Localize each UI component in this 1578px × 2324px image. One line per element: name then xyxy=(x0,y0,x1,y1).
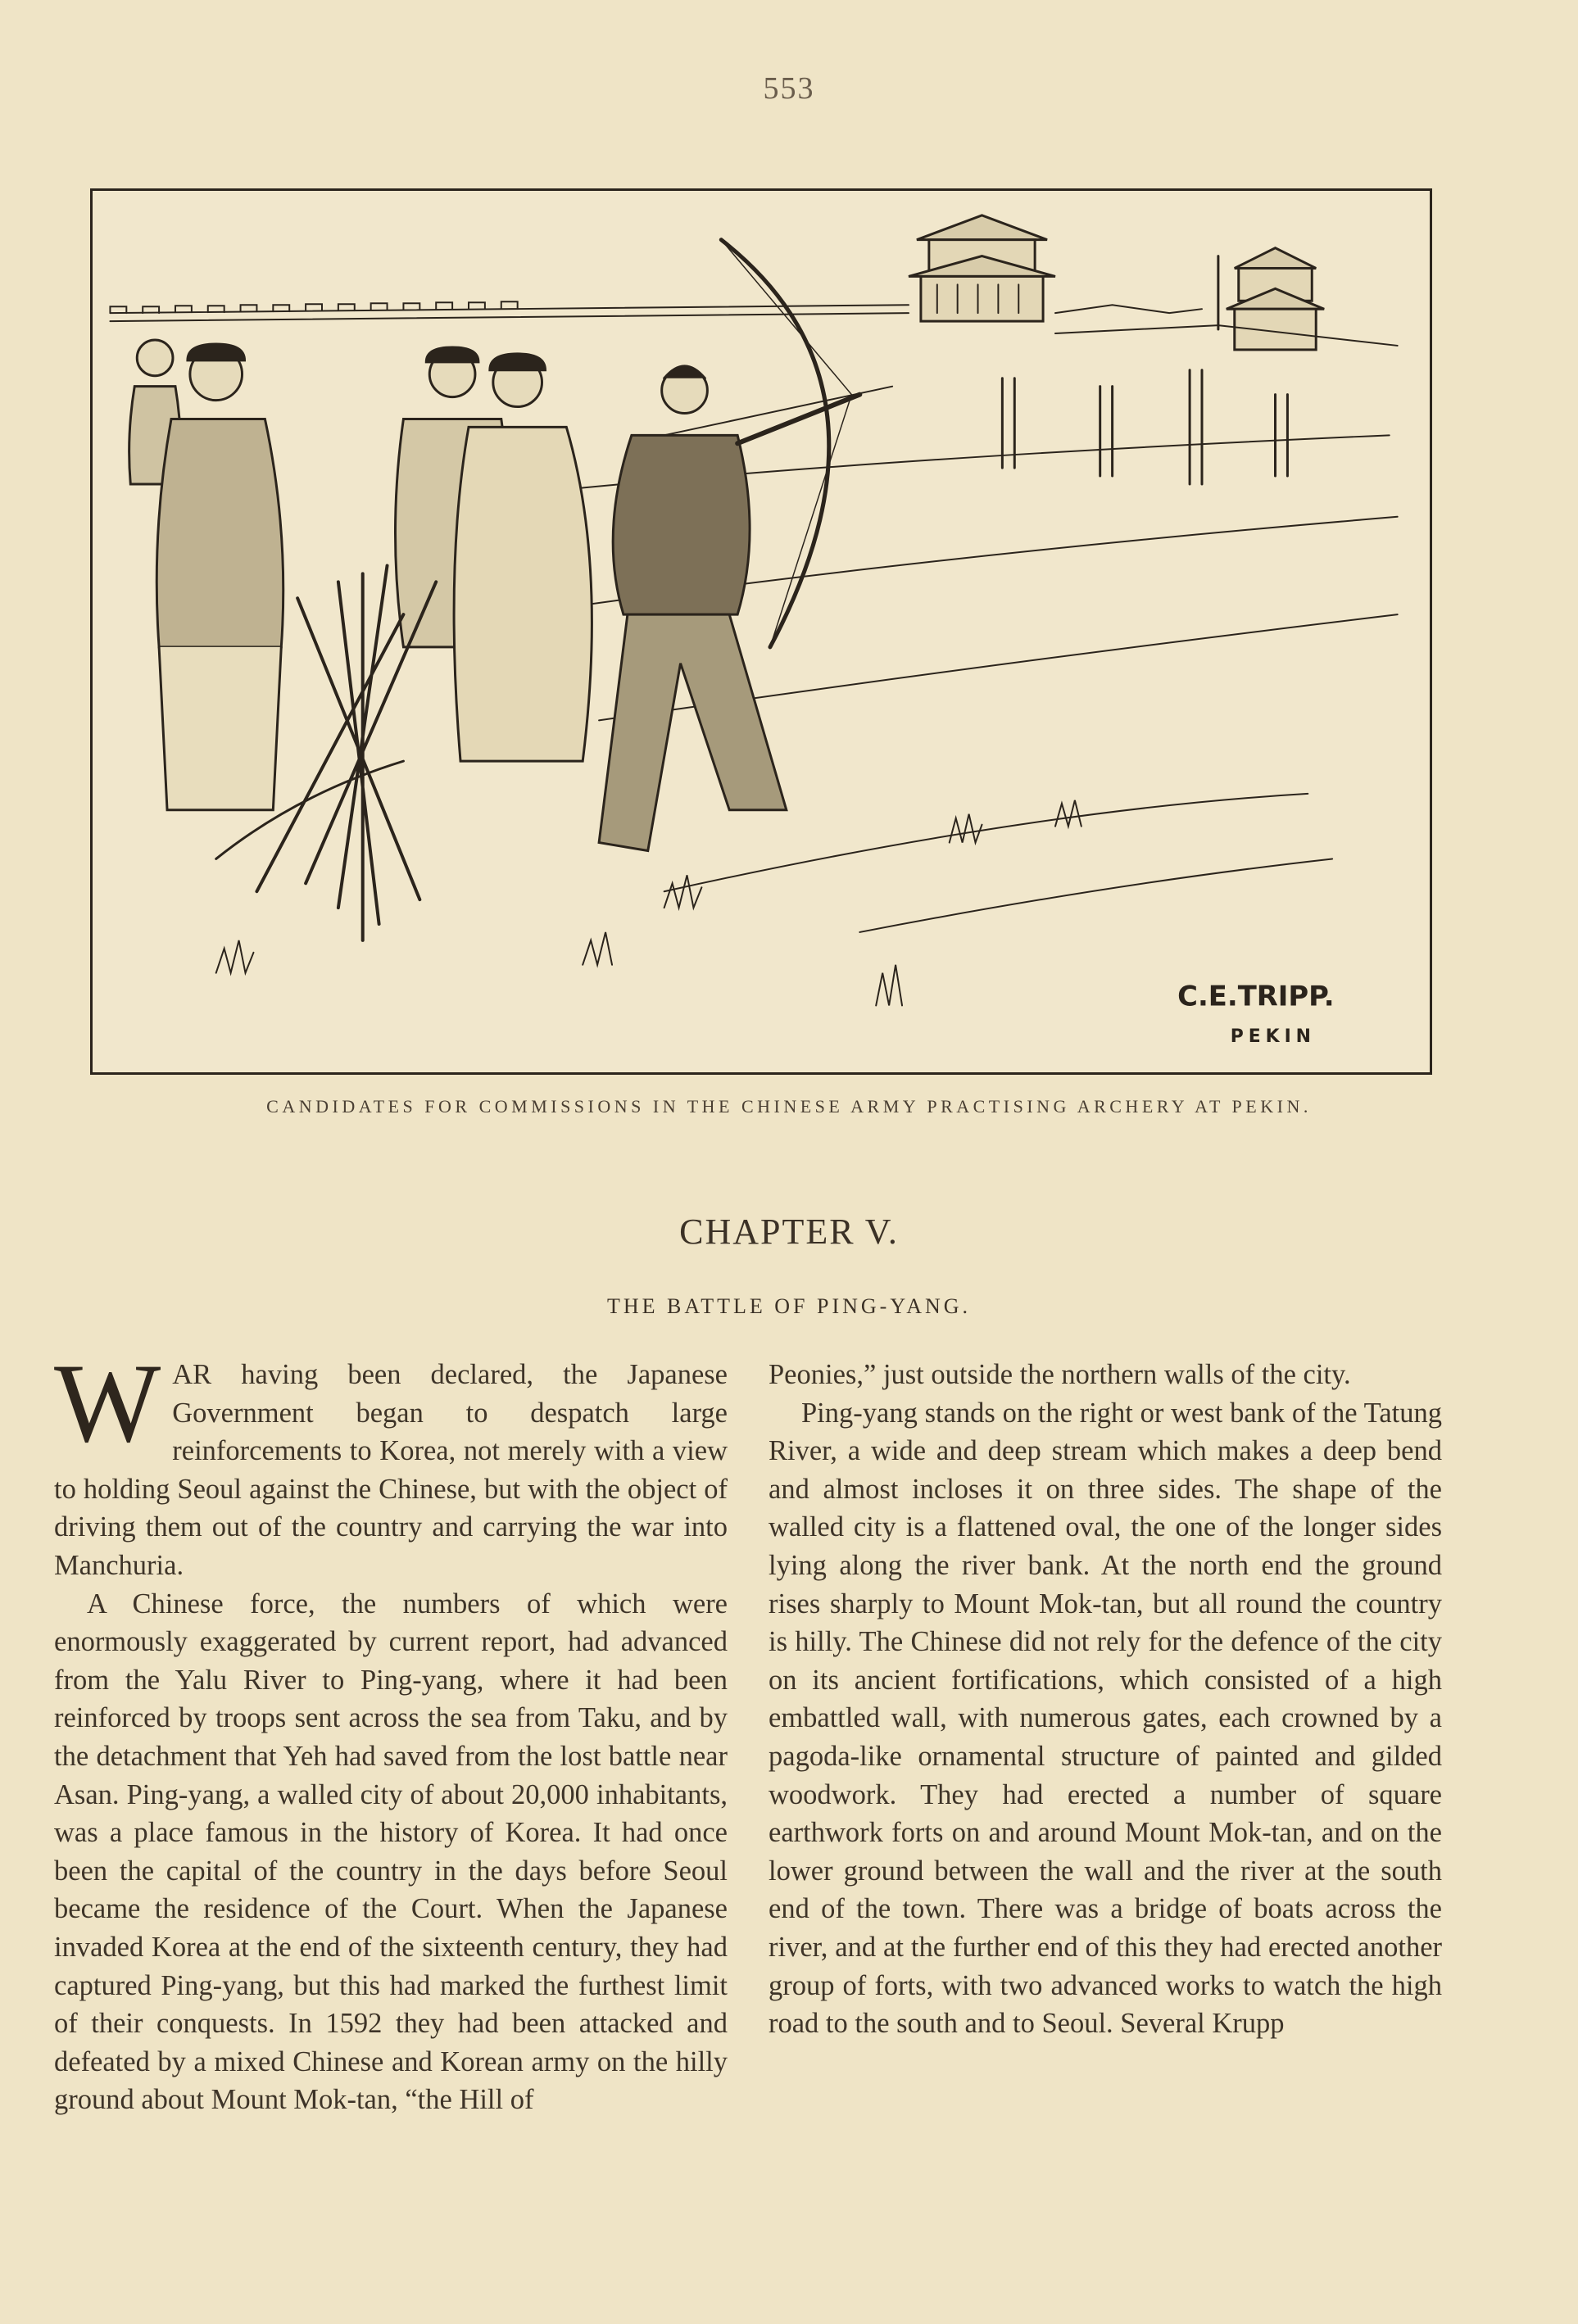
engraving-drawing xyxy=(93,191,1430,1072)
paragraph: Peonies,” just outside the northern walls of the city. xyxy=(769,1359,1351,1390)
archery-illustration xyxy=(90,188,1432,1075)
chapter-title: CHAPTER V. xyxy=(679,1212,899,1252)
page-number: 553 xyxy=(763,71,815,106)
text-column-left xyxy=(54,1340,728,2273)
paragraph: Ping-yang stands on the right or west bank of the Tatung River, a wide and deep stream which makes a deep bend and almost incloses it on three sides. The shape of the walled city is a flattened oval, the one of the longer sides lying along the river bank. At the north end the ground rises sharply to Mount Mok-tan, but all round the country is hilly. The Chinese did not rely for the defence of the city on its ancient fortifications, which consisted of a high embattled wall, with numerous gates, each crowned by a pagoda-like ornamental structure of painted and gilded woodwork. They had erected a number of square earthwork forts on and around Mount Mok-tan, and on the lower ground between the wall and the river at the south end of the town. There was a bridge of boats across the river, and at the further end of this they had erected another group of forts, with two advanced works to watch the high road to the south and to Seoul. Several Krupp xyxy=(769,1397,1442,2040)
artist-signature-place: PEKIN xyxy=(1230,1026,1316,1048)
paragraph: A Chinese force, the numbers of which were enormously exaggerated by current report, had advanced from the Yalu River to Ping-yang, where it had been reinforced by troops sent across the sea from Taku, and by the detachment that Yeh had saved from the lost battle near Asan. Ping-yang, a walled city of about 20,000 inhabitants, was a place famous in the history of Korea. It had once been the capital of the country in the days before Seoul became the residence of the Court. When the Japanese invaded Korea at the end of the sixteenth century, they had captured Ping-yang, but this had marked the furthest limit of their conquests. In 1592 they had been attacked and defeated by a mixed Chinese and Korean army on the hilly ground about Mount Mok-tan, “the Hill of xyxy=(54,1588,728,2116)
artist-signature: C.E.TRIPP. xyxy=(1177,980,1335,1013)
illustration-caption: CANDIDATES FOR COMMISSIONS IN THE CHINESE ARMY PRACTISING ARCHERY AT PEKIN. xyxy=(266,1096,1312,1117)
gate-tower-right xyxy=(1218,248,1324,350)
text-column-right xyxy=(769,1356,1442,2273)
drop-cap: W xyxy=(54,1340,161,1466)
gate-tower-left xyxy=(909,215,1055,321)
paragraph xyxy=(54,1340,728,1585)
figure-group xyxy=(129,240,892,851)
paragraph-text: AR having been declared, the Japanese Government began to despatch large reinforcements to Korea, not merely with a view to holding Seoul against the Chinese, but with the object of driving them out of the country and carrying the war into Manchuria. xyxy=(54,1359,728,1581)
chapter-subtitle: THE BATTLE OF PING-YANG. xyxy=(606,1294,972,1318)
